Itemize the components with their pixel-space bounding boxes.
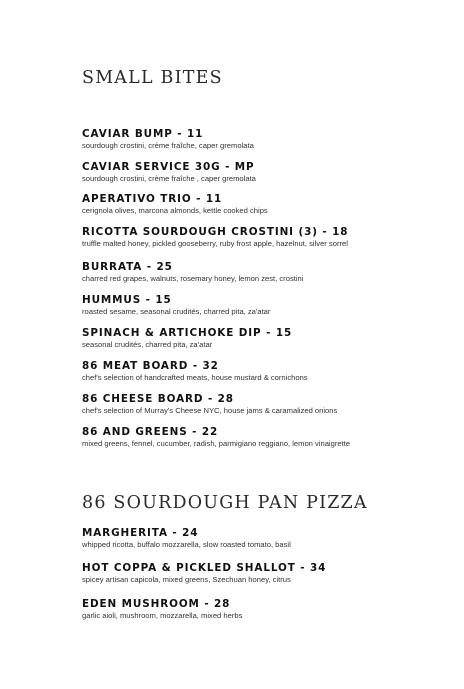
menu-item-cheese-board bbox=[82, 393, 452, 416]
menu-item-burrata bbox=[82, 261, 452, 284]
item-description: roasted sesame, seasonal crudités, charred pita, za'atar bbox=[82, 307, 271, 316]
menu-item-caviar-service bbox=[82, 161, 452, 184]
menu-item-86-and-greens bbox=[82, 426, 452, 449]
menu-item-hummus bbox=[82, 294, 452, 317]
item-name: CAVIAR BUMP - 11 bbox=[82, 128, 204, 140]
item-description: charred red grapes, walnuts, rosemary honey, lemon zest, crostini bbox=[82, 274, 304, 283]
menu-item-eden-mushroom bbox=[82, 598, 452, 621]
item-description: spicey artisan capicola, mixed greens, Szechuan honey, citrus bbox=[82, 575, 291, 584]
item-name: 86 MEAT BOARD - 32 bbox=[82, 360, 219, 372]
menu-item-meat-board bbox=[82, 360, 452, 383]
item-description: truffle malted honey, pickled gooseberry, ruby frost apple, hazelnut, silver sorrel bbox=[82, 239, 348, 248]
item-name: BURRATA - 25 bbox=[82, 261, 173, 273]
item-description: cerignola olives, marcona almonds, kettle cooked chips bbox=[82, 206, 268, 215]
item-name: RICOTTA SOURDOUGH CROSTINI (3) - 18 bbox=[82, 226, 349, 238]
item-description: sourdough crostini, crème fraîche , caper gremolata bbox=[82, 174, 256, 183]
section-title-sourdough-pan-pizza: 86 SOURDOUGH PAN PIZZA bbox=[82, 493, 368, 513]
item-description: chef's selection of Murray's Cheese NYC, house jams & caramalized onions bbox=[82, 406, 338, 415]
menu-item-hot-coppa bbox=[82, 562, 452, 585]
item-description: chef's selection of handcrafted meats, house mustard & cornichons bbox=[82, 373, 308, 382]
item-description: mixed greens, fennel, cucumber, radish, parmigiano reggiano, lemon vinaigrette bbox=[82, 439, 351, 448]
menu-item-caviar-bump bbox=[82, 128, 452, 151]
menu-item-spinach-artichoke-dip bbox=[82, 327, 452, 350]
menu-item-aperativo-trio bbox=[82, 193, 452, 216]
item-name: 86 AND GREENS - 22 bbox=[82, 426, 219, 438]
item-description: seasonal crudités, charred pita, za'atar bbox=[82, 340, 213, 349]
item-name: EDEN MUSHROOM - 28 bbox=[82, 598, 231, 610]
item-description: sourdough crostini, crème fraîche, caper gremolata bbox=[82, 141, 254, 150]
item-name: MARGHERITA - 24 bbox=[82, 527, 199, 539]
section-title-small-bites: SMALL BITES bbox=[82, 68, 223, 88]
item-description: garlic aioli, mushroom, mozzarella, mixed herbs bbox=[82, 611, 243, 620]
menu-item-margherita bbox=[82, 527, 452, 550]
menu-item-ricotta-crostini bbox=[82, 226, 452, 249]
item-name: APERATIVO TRIO - 11 bbox=[82, 193, 223, 205]
item-name: CAVIAR SERVICE 30G - MP bbox=[82, 161, 255, 173]
item-name: HUMMUS - 15 bbox=[82, 294, 172, 306]
item-name: HOT COPPA & PICKLED SHALLOT - 34 bbox=[82, 562, 327, 574]
item-description: whipped ricotta, buffalo mozzarella, slow roasted tomato, basil bbox=[82, 540, 291, 549]
item-name: 86 CHEESE BOARD - 28 bbox=[82, 393, 234, 405]
item-name: SPINACH & ARTICHOKE DIP - 15 bbox=[82, 327, 293, 339]
